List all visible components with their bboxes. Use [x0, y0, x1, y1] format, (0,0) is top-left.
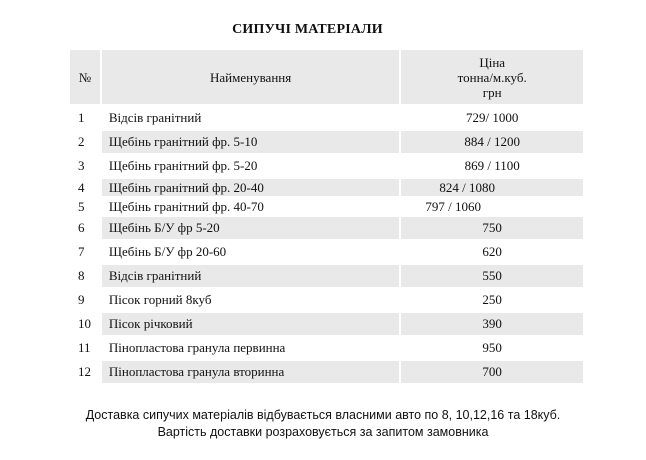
- header-number: №: [70, 50, 100, 106]
- page-title: СИПУЧІ МАТЕРІАЛИ: [232, 22, 383, 37]
- row-number: 4: [70, 178, 100, 197]
- table-row: [70, 154, 583, 178]
- row-price: 884 / 1200: [399, 130, 583, 154]
- row-name: Пінопластова гранула первинна: [100, 336, 399, 360]
- row-price: 620: [399, 240, 583, 264]
- row-name: Щебінь гранітний фр. 5-20: [100, 154, 399, 178]
- row-name: Відсів гранітний: [100, 106, 399, 130]
- delivery-cost-note: Вартість доставки розраховується за запитом замовника: [157, 425, 489, 439]
- row-number: 8: [70, 264, 100, 288]
- row-number: 11: [70, 336, 100, 360]
- row-number: 2: [70, 130, 100, 154]
- table-row: [70, 197, 583, 216]
- table-row: [70, 216, 583, 240]
- table-row: [70, 240, 583, 264]
- row-name: Відсів гранітний: [100, 264, 399, 288]
- row-name: Щебінь Б/У фр 20-60: [100, 240, 399, 264]
- table-row: [70, 288, 583, 312]
- header-name: Найменування: [100, 50, 399, 106]
- row-price: 750: [399, 216, 583, 240]
- table-row: [70, 360, 583, 384]
- row-price: 797 / 1060: [399, 197, 583, 216]
- row-name: Щебінь гранітний фр. 40-70: [100, 197, 399, 216]
- row-number: 10: [70, 312, 100, 336]
- row-name: Щебінь гранітний фр. 20-40: [100, 178, 399, 197]
- table-row: [70, 178, 583, 197]
- row-number: 12: [70, 360, 100, 384]
- price-table: [70, 50, 583, 384]
- delivery-note: Доставка сипучих матеріалів відбувається власними авто по 8, 10,12,16 та 18куб.: [85, 408, 561, 422]
- row-price: 250: [399, 288, 583, 312]
- row-price: 729/ 1000: [399, 106, 583, 130]
- table-row: [70, 312, 583, 336]
- header-price-line1: Ціна: [479, 54, 506, 70]
- row-name: Пісок річковий: [100, 312, 399, 336]
- row-name: Пінопластова гранула вторинна: [100, 360, 399, 384]
- row-price: 700: [399, 360, 583, 384]
- table-row: [70, 336, 583, 360]
- table-row: [70, 106, 583, 130]
- table-row: [70, 130, 583, 154]
- row-name: Щебінь гранітний фр. 5-10: [100, 130, 399, 154]
- row-number: 7: [70, 240, 100, 264]
- row-price: 390: [399, 312, 583, 336]
- row-price: 550: [399, 264, 583, 288]
- row-name: Пісок горний 8куб: [100, 288, 399, 312]
- row-number: 3: [70, 154, 100, 178]
- row-price: 824 / 1080: [399, 178, 583, 197]
- row-number: 1: [70, 106, 100, 130]
- row-price: 869 / 1100: [399, 154, 583, 178]
- header-price: [399, 50, 583, 106]
- row-number: 9: [70, 288, 100, 312]
- row-price: 950: [399, 336, 583, 360]
- row-number: 6: [70, 216, 100, 240]
- row-name: Щебінь Б/У фр 5-20: [100, 216, 399, 240]
- table-row: [70, 264, 583, 288]
- row-number: 5: [70, 197, 100, 216]
- header-price-line3: грн: [482, 84, 502, 100]
- header-price-line2: тонна/м.куб.: [457, 69, 527, 85]
- table-header-row: [70, 50, 583, 106]
